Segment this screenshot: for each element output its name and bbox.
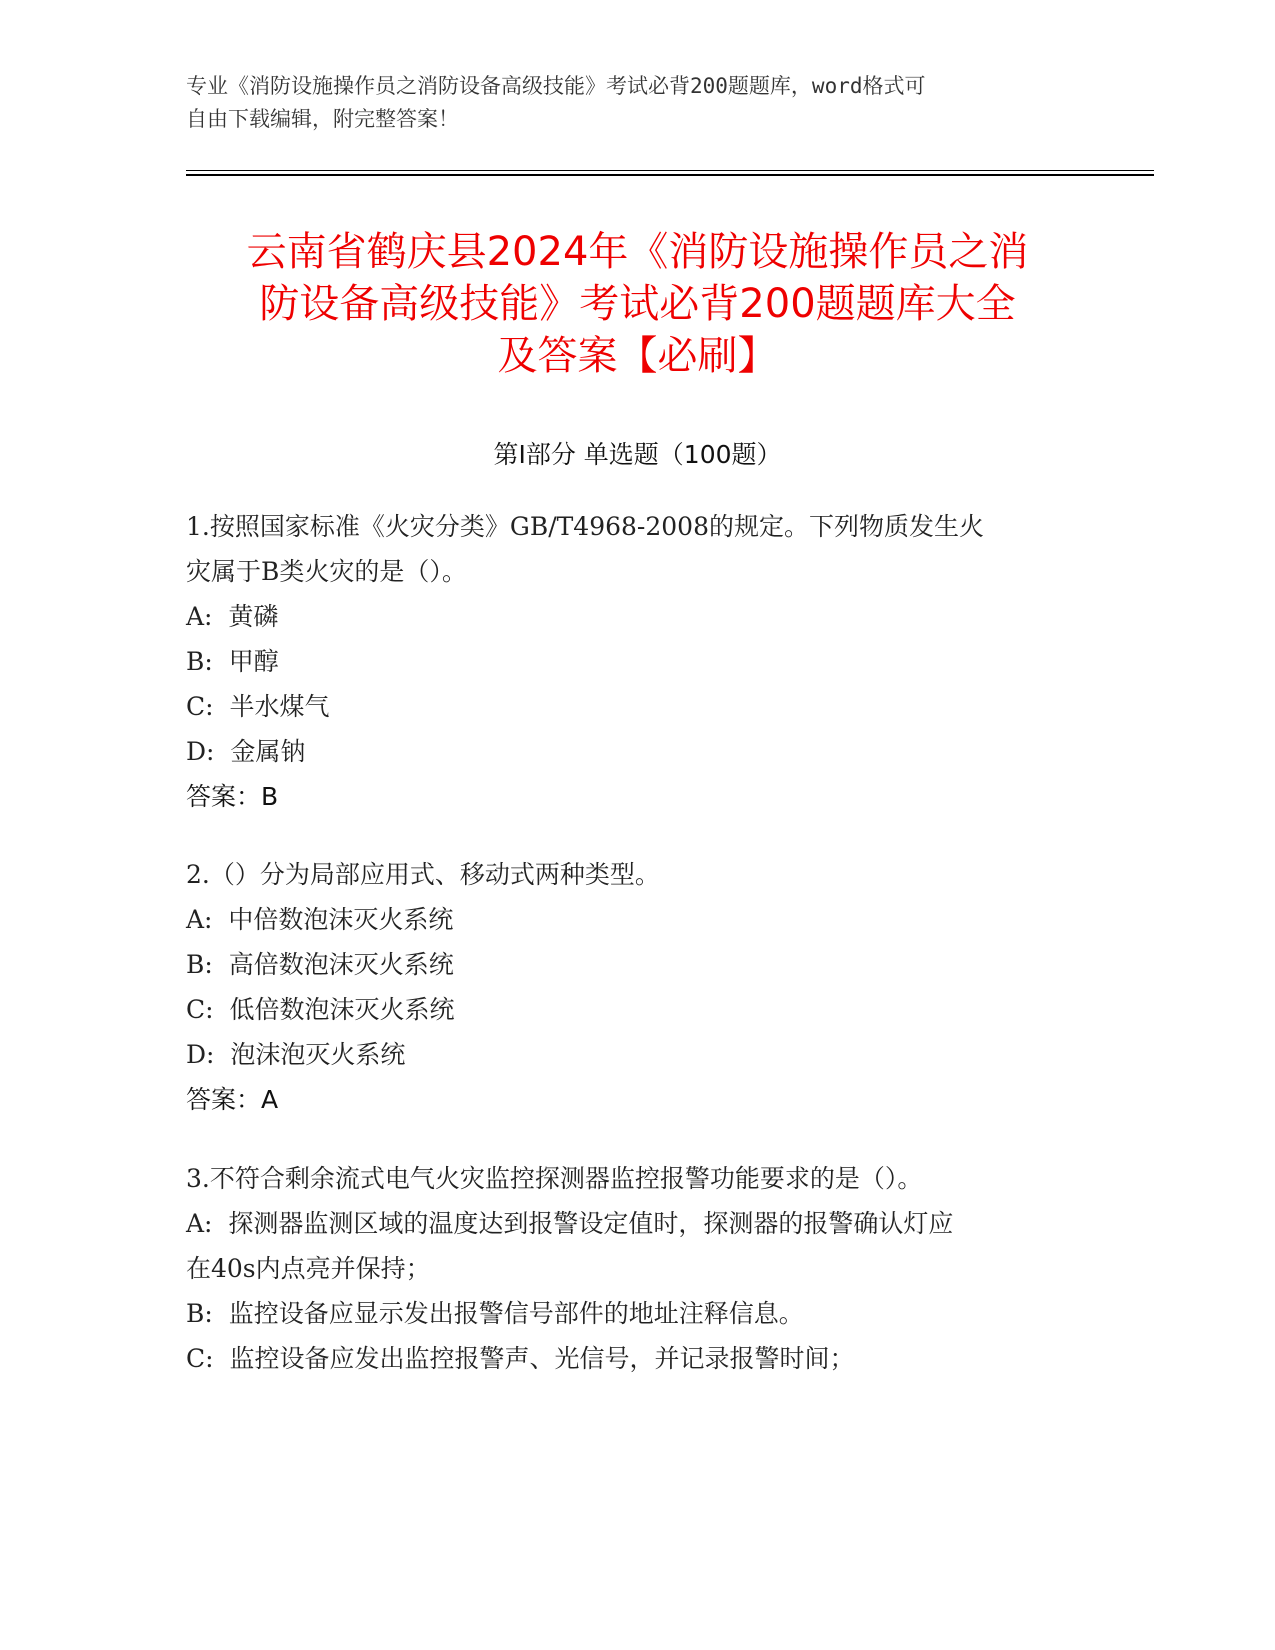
section-heading: 第I部分 单选题（100题） — [493, 440, 782, 469]
header-divider-thin — [186, 170, 1154, 171]
question-3 — [186, 1156, 1076, 1381]
question-1-option-d: D: 金属钠 — [186, 737, 306, 766]
question-1-stem-line-1: 1.按照国家标准《火灾分类》GB/T4968-2008的规定。下列物质发生火 — [186, 512, 984, 541]
header-note-line-1: 专业《消防设施操作员之消防设备高级技能》考试必背200题题库，word格式可 — [186, 74, 926, 98]
document-title — [186, 226, 1089, 382]
question-3-option-a: A: 探测器监测区域的温度达到报警设定值时，探测器的报警确认灯应 — [186, 1209, 954, 1238]
question-3-option-a-continued: 在40s内点亮并保持； — [186, 1254, 431, 1283]
header-note — [186, 70, 1066, 136]
question-2-answer: 答案：A — [186, 1085, 279, 1114]
question-2-stem-line-1: 2.（）分为局部应用式、移动式两种类型。 — [186, 860, 660, 889]
title-line-2: 防设备高级技能》考试必背200题题库大全 — [259, 281, 1016, 327]
question-2-option-b: B: 高倍数泡沫灭火系统 — [186, 950, 454, 979]
question-3-option-c: C: 监控设备应发出监控报警声、光信号，并记录报警时间； — [186, 1344, 855, 1373]
question-1-stem-line-2: 灾属于B类火灾的是（）。 — [186, 557, 467, 586]
question-1-option-a: A: 黄磷 — [186, 602, 279, 631]
question-1 — [186, 504, 1076, 819]
question-2-option-d: D: 泡沫泡灭火系统 — [186, 1040, 406, 1069]
question-2-option-a: A: 中倍数泡沫灭火系统 — [186, 905, 454, 934]
question-3-option-b: B: 监控设备应显示发出报警信号部件的地址注释信息。 — [186, 1299, 804, 1328]
question-1-option-c: C: 半水煤气 — [186, 692, 330, 721]
question-1-option-b: B: 甲醇 — [186, 647, 279, 676]
question-1-answer: 答案：B — [186, 782, 279, 811]
question-2-option-c: C: 低倍数泡沫灭火系统 — [186, 995, 455, 1024]
header-divider-thick — [186, 174, 1154, 176]
header-note-line-2: 自由下载编辑，附完整答案！ — [186, 107, 459, 131]
question-3-stem-line-1: 3.不符合剩余流式电气火灾监控探测器监控报警功能要求的是（）。 — [186, 1164, 923, 1193]
question-2 — [186, 852, 1076, 1122]
title-line-1: 云南省鹤庆县2024年《消防设施操作员之消 — [246, 229, 1029, 275]
title-line-3: 及答案【必刷】 — [497, 333, 778, 379]
